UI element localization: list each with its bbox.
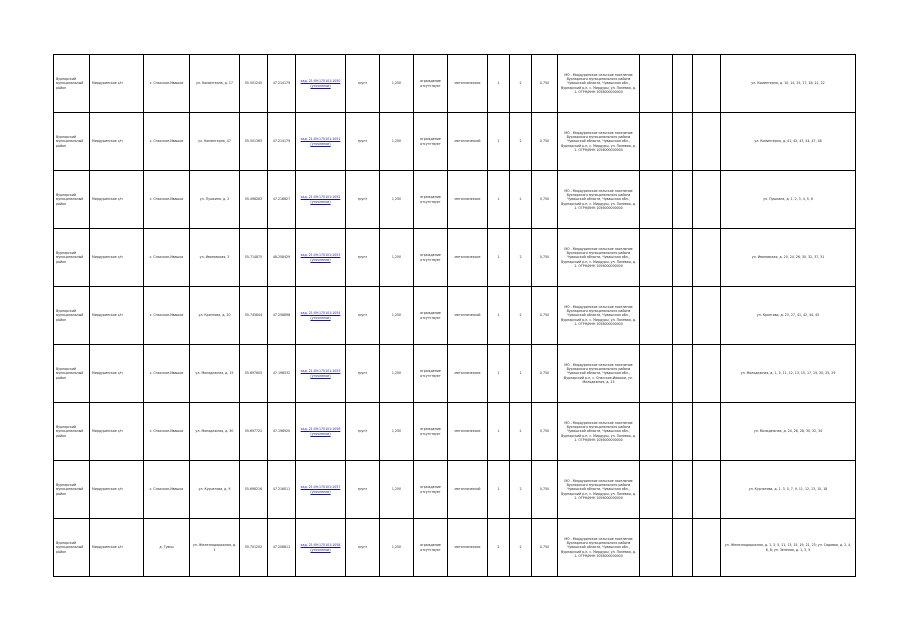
cell-settlement-type: Мирдуринское с/п bbox=[90, 113, 144, 171]
cadastral-link-note[interactable]: (уточнение) bbox=[310, 257, 331, 262]
cell-lon: 47.198532 bbox=[268, 345, 296, 403]
cadastral-link-note[interactable]: (уточнение) bbox=[310, 141, 331, 146]
cell-surface: грунт bbox=[346, 287, 380, 345]
cell-bins-count: 1 bbox=[488, 287, 510, 345]
cell-lon: 47.258898 bbox=[268, 287, 296, 345]
cell-bins-volume: 2 bbox=[510, 171, 532, 229]
cell-owner: МО - Мирдуринское сельское поселение Вурнарского муниципального района Чувашской области, Чувашская обл., Вурнарский р-н, с. Мирдуры, ул. Полевая, д. 1. ОГРН/ИНН 1056000000000 bbox=[558, 171, 640, 229]
cell-bin-type: металлические bbox=[448, 55, 488, 113]
cell-area: 1,250 bbox=[380, 229, 414, 287]
cadastral-link[interactable]: кад. 21:09:170101:1052 bbox=[300, 195, 341, 200]
cell-address: ул. Коминтерна, 47 bbox=[190, 113, 240, 171]
cell-bins-count: 1 bbox=[488, 55, 510, 113]
cell-sources: ул. Коминтерна, д. 10, 14, 15, 17, 18, 21, 22 bbox=[721, 55, 856, 113]
cell-address: ул. Молодежная, д. 30 bbox=[190, 403, 240, 461]
cell-surface: грунт bbox=[346, 171, 380, 229]
table-row bbox=[54, 113, 856, 171]
cadastral-link-note[interactable]: (уточнение) bbox=[310, 431, 331, 436]
cell-lon: 48.258429 bbox=[268, 229, 296, 287]
cell-volume: 0,750 bbox=[532, 287, 558, 345]
cell-empty-3 bbox=[693, 403, 721, 461]
cadastral-link[interactable]: кад. 21:09:170101:1051 bbox=[300, 137, 341, 142]
cell-surface: грунт bbox=[346, 113, 380, 171]
cell-settlement-type: Мирдуринское с/п bbox=[90, 171, 144, 229]
cell-empty-2 bbox=[673, 55, 693, 113]
cell-owner: МО - Мирдуринское сельское поселение Вурнарского муниципального района Чувашской области, Чувашская обл., Вурнарский р-н, с. Мирдуры, ул. Полевая, д. 1. ОГРН/ИНН 1056000000000 bbox=[558, 461, 640, 519]
cell-cadastral bbox=[296, 403, 346, 461]
cell-locality: с. Спасское-Ивашки bbox=[144, 345, 190, 403]
cell-bins-count: 1 bbox=[488, 461, 510, 519]
cell-address: ул. Коминтерна, д. 17 bbox=[190, 55, 240, 113]
cell-empty-1 bbox=[640, 171, 673, 229]
cell-empty-3 bbox=[693, 113, 721, 171]
cell-empty-1 bbox=[640, 287, 673, 345]
cell-cadastral bbox=[296, 113, 346, 171]
cell-sources: ул. Пушкина, д. 1, 2, 3, 4, 5, 6 bbox=[721, 171, 856, 229]
cell-lat: 55.701202 bbox=[240, 519, 268, 577]
cell-fence: ограждение отсутствует bbox=[414, 229, 448, 287]
cadastral-link[interactable]: кад. 21:09:170101:1053 bbox=[300, 253, 341, 258]
cadastral-link[interactable]: кад. 21:09:170101:1050 bbox=[300, 79, 341, 84]
cell-sources: ул. Молодежная, д. 1, 5, 11, 12, 13, 15, 17, 19, 20, 25, 29 bbox=[721, 345, 856, 403]
cell-empty-3 bbox=[693, 345, 721, 403]
cell-address: ул. Железнодорожная, д. 1 bbox=[190, 519, 240, 577]
cell-bins-volume: 2 bbox=[510, 403, 532, 461]
cell-district: Вурнарский муниципальный район bbox=[54, 171, 90, 229]
cell-address: ул. Молодежная, д. 15 bbox=[190, 345, 240, 403]
cadastral-link-note[interactable]: (уточнение) bbox=[310, 83, 331, 88]
cell-lon: 47.208611 bbox=[268, 519, 296, 577]
cell-bins-count: 1 bbox=[488, 113, 510, 171]
cell-settlement-type: Мирдуринское с/п bbox=[90, 229, 144, 287]
cell-area: 1,250 bbox=[380, 403, 414, 461]
cell-bins-count: 1 bbox=[488, 345, 510, 403]
cell-volume: 0,750 bbox=[532, 171, 558, 229]
cell-lat: 55.745844 bbox=[240, 287, 268, 345]
cell-sources: ул. Железнодорожная, д. 1, 3, 5, 11, 13, 15, 19, 21, 23; ул. Садовая, д. 2, 4, 6, 8; ул. Зеленая, д. 1, 3, 5 bbox=[721, 519, 856, 577]
cell-surface: грунт bbox=[346, 345, 380, 403]
cell-empty-1 bbox=[640, 229, 673, 287]
cell-owner: МО - Мирдуринское сельское поселение Вурнарского муниципального района Чувашской области, Чувашская обл., Вурнарский р-н, с. Мирдуры, ул. Полевая, д. 1. ОГРН/ИНН 1056000000000 bbox=[558, 287, 640, 345]
cell-locality: с. Спасское-Ивашки bbox=[144, 287, 190, 345]
cell-fence: ограждение отсутствует bbox=[414, 287, 448, 345]
cell-empty-2 bbox=[673, 403, 693, 461]
cell-lat: 55.498283 bbox=[240, 171, 268, 229]
cell-fence: ограждение отсутствует bbox=[414, 345, 448, 403]
cell-fence: ограждение отсутствует bbox=[414, 113, 448, 171]
cell-bin-type: металлический bbox=[448, 113, 488, 171]
cell-settlement-type: Мирдуринское с/п bbox=[90, 345, 144, 403]
cell-bin-type: металлические bbox=[448, 229, 488, 287]
cell-fence: ограждение отсутствует bbox=[414, 519, 448, 577]
cadastral-link-note[interactable]: (уточнение) bbox=[310, 489, 331, 494]
cell-settlement-type: Мирдуринское с/п bbox=[90, 461, 144, 519]
cell-empty-1 bbox=[640, 403, 673, 461]
cell-empty-2 bbox=[673, 461, 693, 519]
cell-surface: грунт bbox=[346, 403, 380, 461]
cell-area: 1,250 bbox=[380, 461, 414, 519]
cell-empty-2 bbox=[673, 345, 693, 403]
cell-lon: 47.218827 bbox=[268, 171, 296, 229]
cell-bins-volume: 2 bbox=[510, 55, 532, 113]
table-row bbox=[54, 461, 856, 519]
cell-cadastral bbox=[296, 519, 346, 577]
table-row bbox=[54, 287, 856, 345]
cell-sources: ул. Коминтерна, д. 41, 42, 43, 44, 47, 48 bbox=[721, 113, 856, 171]
cadastral-link-note[interactable]: (уточнение) bbox=[310, 199, 331, 204]
cell-empty-3 bbox=[693, 461, 721, 519]
cell-bins-volume: 2 bbox=[510, 229, 532, 287]
cadastral-link[interactable]: кад. 21:09:170101:1058 bbox=[300, 543, 341, 548]
cell-surface: грунт bbox=[346, 461, 380, 519]
cell-volume: 0,750 bbox=[532, 461, 558, 519]
cell-lat: 55.697605 bbox=[240, 345, 268, 403]
cell-bin-type: металлические bbox=[448, 403, 488, 461]
cell-bins-count: 1 bbox=[488, 229, 510, 287]
cell-owner: МО - Мирдуринское сельское поселение Вурнарского муниципального района Чувашской области, Чувашская обл., Вурнарский р-н, с. Мирдуры, ул. Полевая, д. 1. ОГРН/ИНН 1056000000000 bbox=[558, 403, 640, 461]
cell-sources: ул. Кронгова, д. 23, 27, 41, 42, 44, 45 bbox=[721, 287, 856, 345]
cell-owner: МО - Мирдуринское сельское поселение Вурнарского муниципального района Чувашской области, Чувашская обл., Вурнарский р-н, с. Мирдуры, ул. Полевая, д. 1. ОГРН/ИНН 1056000000000 bbox=[558, 113, 640, 171]
cell-bins-count: 2 bbox=[488, 519, 510, 577]
cell-settlement-type: Мирдуринское с/п bbox=[90, 287, 144, 345]
cadastral-link[interactable]: кад. 21:09:170101:1054 bbox=[300, 311, 341, 316]
cell-lat: 55.714875 bbox=[240, 229, 268, 287]
cell-empty-2 bbox=[673, 519, 693, 577]
cell-area: 1,250 bbox=[380, 345, 414, 403]
cell-locality: с. Спасское-Ивашки bbox=[144, 461, 190, 519]
cell-fence: ограждение отсутствует bbox=[414, 55, 448, 113]
cell-locality: с. Спасское-Ивашки bbox=[144, 403, 190, 461]
cell-address: ул. Кронгова, д. 20 bbox=[190, 287, 240, 345]
cell-empty-1 bbox=[640, 461, 673, 519]
cell-area: 1,250 bbox=[380, 287, 414, 345]
cadastral-link[interactable]: кад. 21:09:170101:1057 bbox=[300, 485, 341, 490]
cell-empty-3 bbox=[693, 287, 721, 345]
cadastral-link-note[interactable]: (уточнение) bbox=[310, 315, 331, 320]
cell-empty-1 bbox=[640, 519, 673, 577]
cell-locality: с. Спасское-Ивашки bbox=[144, 113, 190, 171]
cell-owner: МО - Мирдуринское сельское поселение Вурнарского муниципального района Чувашской области, Чувашская обл., Вурнарский р-н, с. Мирдуры, ул. Полевая, д. 1. ОГРН/ИНН 1056000000000 bbox=[558, 55, 640, 113]
cell-cadastral bbox=[296, 171, 346, 229]
cell-empty-1 bbox=[640, 345, 673, 403]
cell-empty-3 bbox=[693, 229, 721, 287]
table-row bbox=[54, 171, 856, 229]
cell-lon: 47.216011 bbox=[268, 461, 296, 519]
cell-lon: 47.214179 bbox=[268, 55, 296, 113]
cell-locality: д. Тувсы bbox=[144, 519, 190, 577]
cell-sources: ул. Курчатова, д. 1, 3, 5, 7, 9, 11, 12, 13, 15, 18 bbox=[721, 461, 856, 519]
cell-volume: 0,750 bbox=[532, 113, 558, 171]
cell-empty-3 bbox=[693, 55, 721, 113]
cell-locality: с. Спасское-Ивашки bbox=[144, 171, 190, 229]
cell-sources: ул. Ивановская, д. 20, 24, 26, 30, 32, 37, 31 bbox=[721, 229, 856, 287]
cell-fence: ограждение отсутствует bbox=[414, 461, 448, 519]
cell-lon: 47.214179 bbox=[268, 113, 296, 171]
cell-area: 1,250 bbox=[380, 55, 414, 113]
cell-lat: 55.698216 bbox=[240, 461, 268, 519]
cell-cadastral bbox=[296, 55, 346, 113]
cell-cadastral bbox=[296, 345, 346, 403]
cell-bin-type: металлический bbox=[448, 287, 488, 345]
table-row bbox=[54, 345, 856, 403]
cell-surface: грунт bbox=[346, 519, 380, 577]
cell-bins-volume: 2 bbox=[510, 519, 532, 577]
cell-address: ул. Курчатова, д. 9 bbox=[190, 461, 240, 519]
cell-bins-volume: 2 bbox=[510, 113, 532, 171]
cell-district: Вурнарский муниципальный район bbox=[54, 345, 90, 403]
cell-volume: 0,750 bbox=[532, 403, 558, 461]
cell-district: Вурнарский муниципальный район bbox=[54, 113, 90, 171]
cell-empty-2 bbox=[673, 171, 693, 229]
cell-empty-2 bbox=[673, 229, 693, 287]
cell-owner: МО - Мирдуринское сельское поселение Вурнарского муниципального района Чувашской области, Чувашская обл., Вурнарский р-н, с. Спасское-Ивашки, ул. Молодежная, д. 15 bbox=[558, 345, 640, 403]
cadastral-link[interactable]: кад. 21:09:170101:1056 bbox=[300, 427, 341, 432]
cell-bin-type: металлические bbox=[448, 519, 488, 577]
cell-area: 1,250 bbox=[380, 171, 414, 229]
cell-sources: ул. Молодежная, д. 24, 26, 28, 30, 32, 34 bbox=[721, 403, 856, 461]
cell-district: Вурнарский муниципальный район bbox=[54, 229, 90, 287]
cadastral-link[interactable]: кад. 21:09:170101:1055 bbox=[300, 369, 341, 374]
cell-address: ул. Пушкина, д. 2 bbox=[190, 171, 240, 229]
cell-cadastral bbox=[296, 287, 346, 345]
cell-bin-type: металлические bbox=[448, 345, 488, 403]
table-row bbox=[54, 229, 856, 287]
cadastral-link-note[interactable]: (уточнение) bbox=[310, 547, 331, 552]
cell-bins-volume: 1 bbox=[510, 345, 532, 403]
cell-settlement-type: Мирдуринское с/п bbox=[90, 55, 144, 113]
cell-area: 1,250 bbox=[380, 113, 414, 171]
cell-volume: 0,750 bbox=[532, 345, 558, 403]
cell-volume: 0,750 bbox=[532, 229, 558, 287]
cell-empty-2 bbox=[673, 287, 693, 345]
cell-district: Вурнарский муниципальный район bbox=[54, 519, 90, 577]
cell-empty-1 bbox=[640, 113, 673, 171]
cell-surface: грунт bbox=[346, 55, 380, 113]
cell-owner: МО - Мирдуринское сельское поселение Вурнарского муниципального района Чувашской области, Чувашская обл., Вурнарский р-н, с. Мирдуры, ул. Полевая, д. 1. ОГРН/ИНН 1056000000000 bbox=[558, 519, 640, 577]
table-body bbox=[54, 55, 856, 577]
cell-bin-type: металлический bbox=[448, 461, 488, 519]
cell-cadastral bbox=[296, 229, 346, 287]
cell-fence: ограждение отсутствует bbox=[414, 171, 448, 229]
cell-bin-type: металлические bbox=[448, 171, 488, 229]
table-row bbox=[54, 519, 856, 577]
cell-lat: 55.501245 bbox=[240, 55, 268, 113]
cell-lat: 55.501365 bbox=[240, 113, 268, 171]
cell-lon: 47.198920 bbox=[268, 403, 296, 461]
cell-district: Вурнарский муниципальный район bbox=[54, 403, 90, 461]
cell-district: Вурнарский муниципальный район bbox=[54, 461, 90, 519]
cell-owner: МО - Мирдуринское сельское поселение Вурнарского муниципального района Чувашской области, Чувашская обл., Вурнарский р-н, с. Мирдуры, ул. Полевая, д. 1. ОГРН/ИНН 1056000000000 bbox=[558, 229, 640, 287]
table-row bbox=[54, 55, 856, 113]
waste-sites-table bbox=[53, 54, 856, 577]
cell-area: 1,250 bbox=[380, 519, 414, 577]
table-row bbox=[54, 403, 856, 461]
cell-district: Вурнарский муниципальный район bbox=[54, 287, 90, 345]
cell-bins-count: 1 bbox=[488, 403, 510, 461]
cell-empty-2 bbox=[673, 113, 693, 171]
cell-surface: грунт bbox=[346, 229, 380, 287]
cell-lat: 55.697722 bbox=[240, 403, 268, 461]
cell-bins-volume: 2 bbox=[510, 461, 532, 519]
cell-locality: с. Спасское-Ивашки bbox=[144, 229, 190, 287]
cell-empty-1 bbox=[640, 55, 673, 113]
cell-empty-3 bbox=[693, 519, 721, 577]
cell-fence: ограждение отсутствует bbox=[414, 403, 448, 461]
cell-bins-count: 1 bbox=[488, 171, 510, 229]
cell-cadastral bbox=[296, 461, 346, 519]
cadastral-link-note[interactable]: (уточнение) bbox=[310, 373, 331, 378]
cell-locality: с. Спасское-Ивашки bbox=[144, 55, 190, 113]
cell-volume: 0,750 bbox=[532, 55, 558, 113]
cell-district: Вурнарский муниципальный район bbox=[54, 55, 90, 113]
cell-bins-volume: 2 bbox=[510, 287, 532, 345]
cell-empty-3 bbox=[693, 171, 721, 229]
cell-volume: 0,750 bbox=[532, 519, 558, 577]
cell-settlement-type: Мирдуринское с/п bbox=[90, 519, 144, 577]
cell-settlement-type: Мирдуринское с/п bbox=[90, 403, 144, 461]
cell-address: ул. Ивановская, 3 bbox=[190, 229, 240, 287]
